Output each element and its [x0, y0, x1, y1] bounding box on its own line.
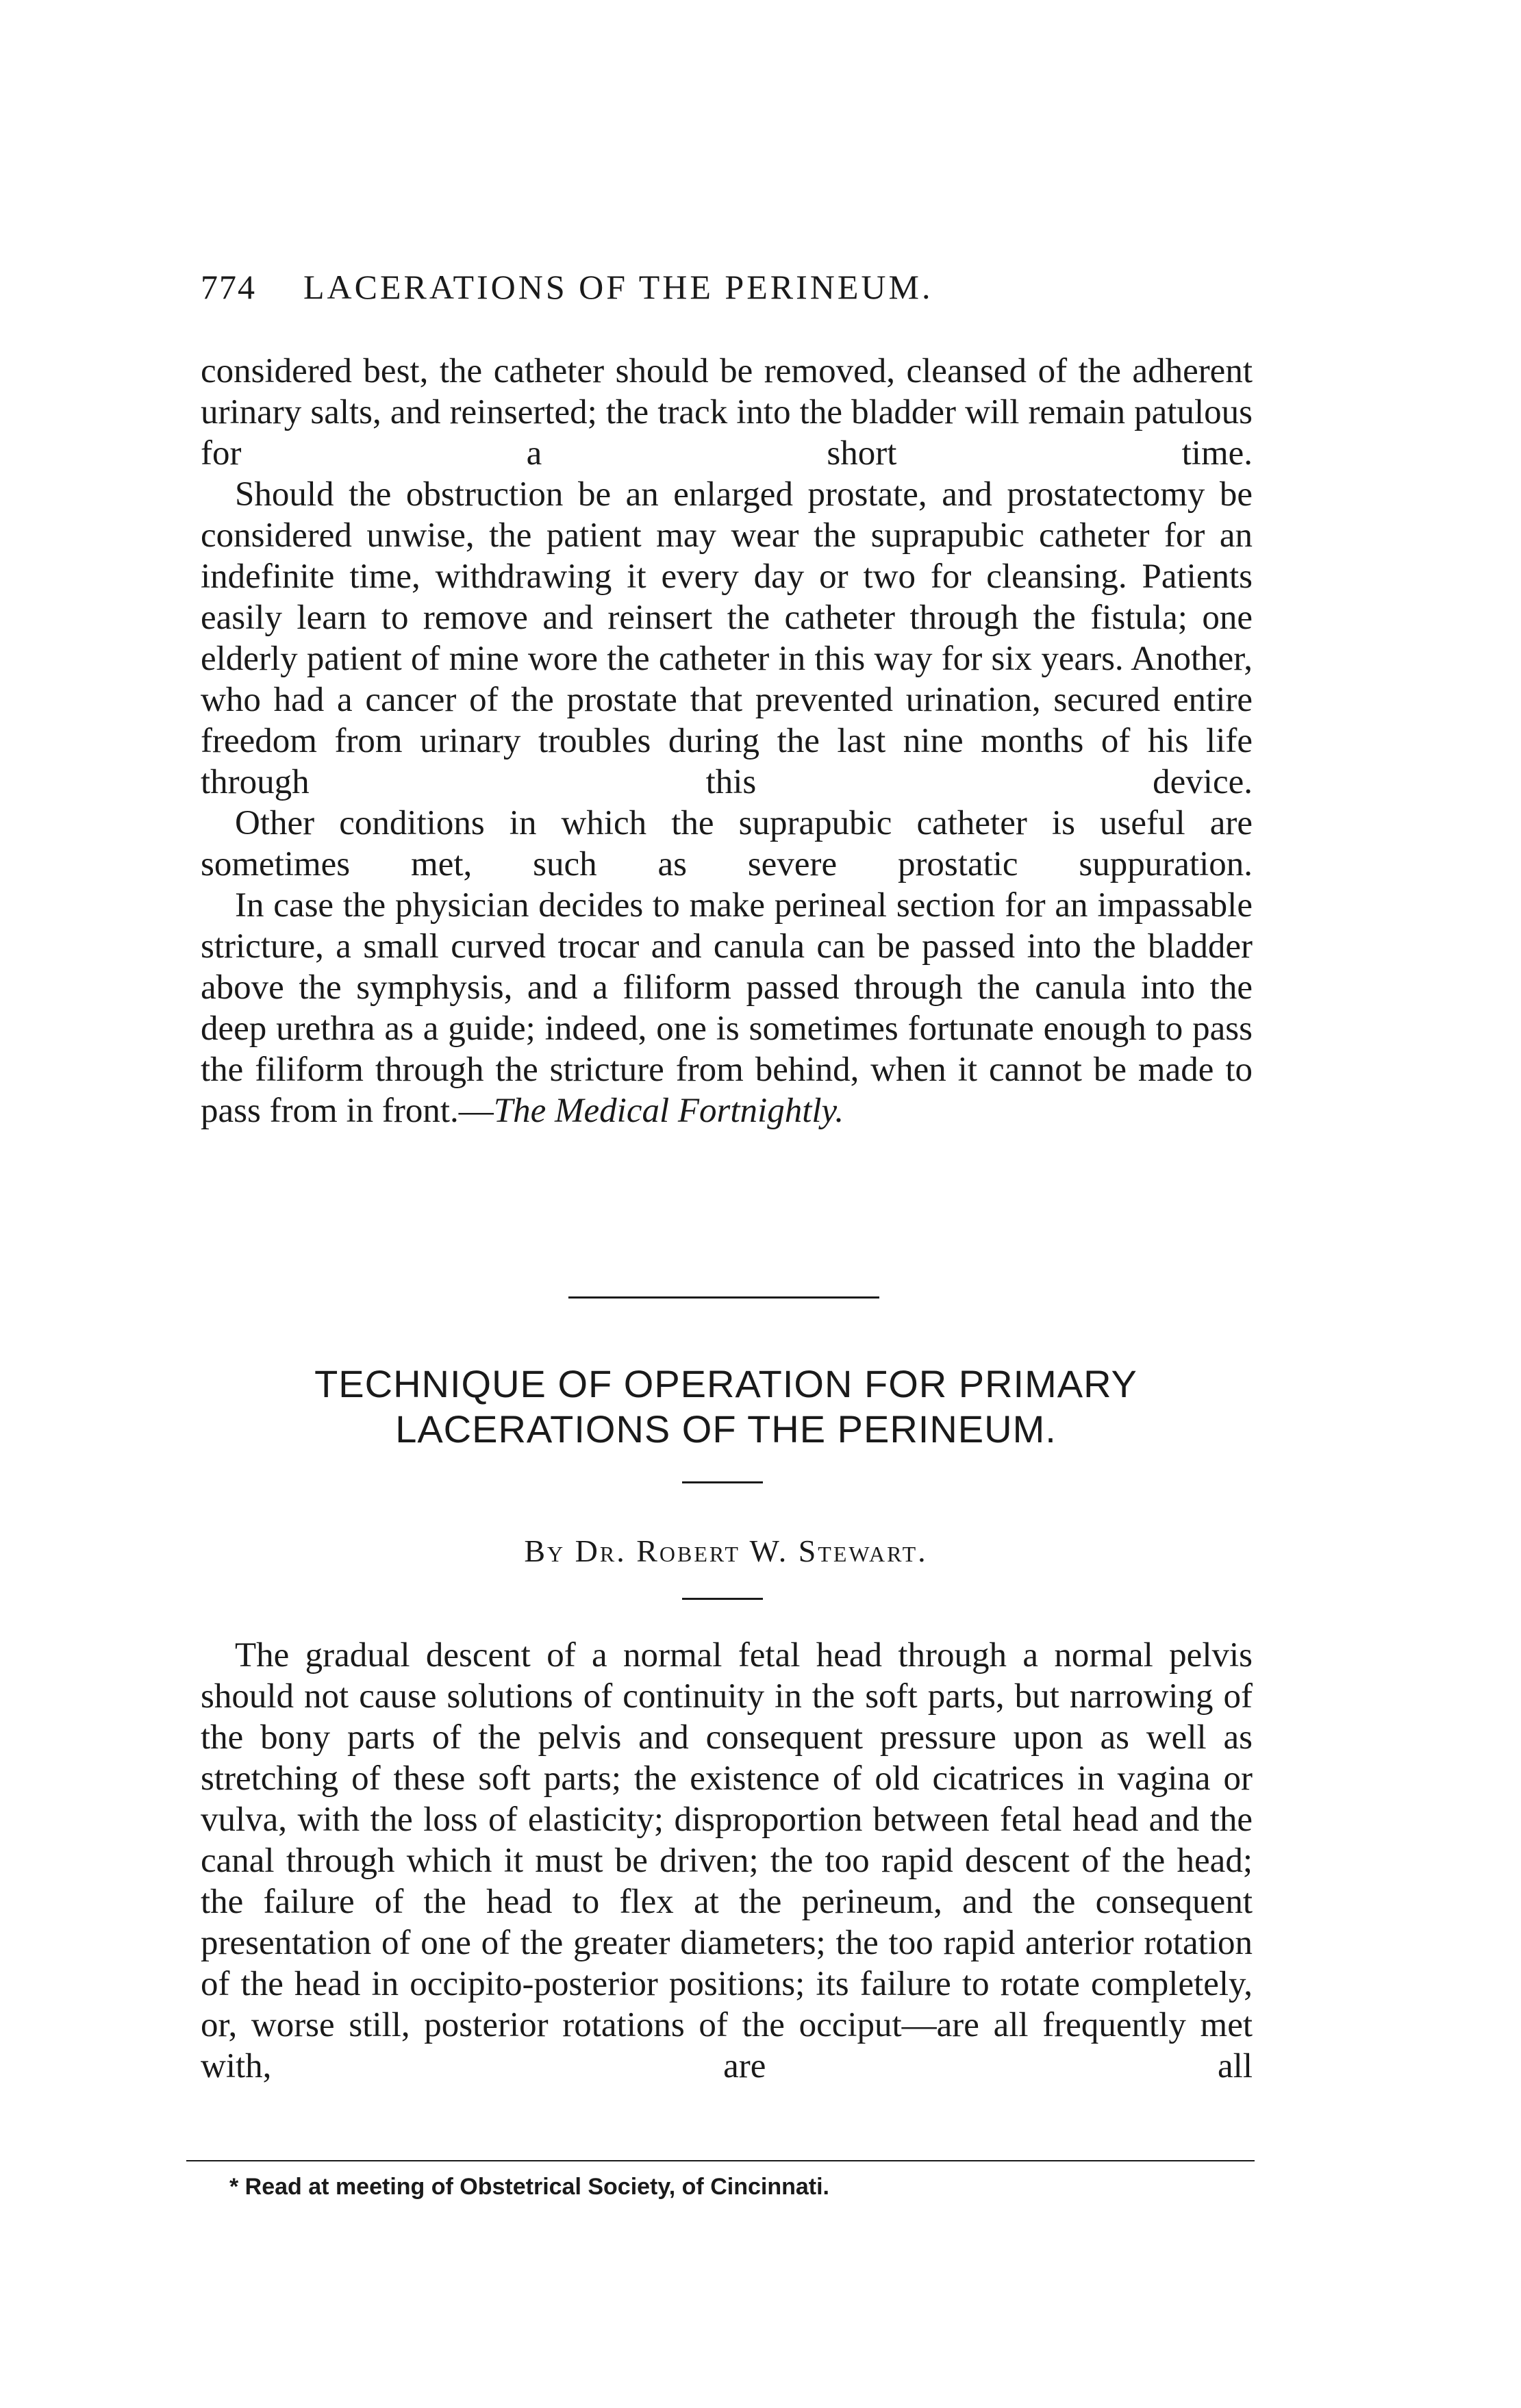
paragraph-with-source — [201, 885, 1253, 1131]
footnote-divider — [186, 2160, 1255, 2161]
author-byline: By Dr. Robert W. Stewart. — [524, 1533, 928, 1568]
article-title — [178, 1362, 1274, 1452]
article-title-line: TECHNIQUE OF OPERATION FOR PRIMARY — [314, 1362, 1137, 1405]
paragraph-text: In case the physician decides to make perineal section for an impassable stricture, a small curved trocar and canula can be passed into the bladder above the symphysis, and a filiform passed through the canula into the deep urethra as a guide; indeed, one is sometimes fortunate enough to pass the filiform through the stricture from behind, when it cannot be made to pass from in front.— — [201, 886, 1253, 1130]
section-divider — [568, 1296, 879, 1299]
source-citation: The Medical Fortnightly. — [493, 1092, 844, 1130]
paragraph: The gradual descent of a normal fetal head through a normal pelvis should not cause solutions of continuity in the soft parts, but narrowing of the bony parts of the pelvis and consequent pressure upon as well as stretching of these soft parts; the existence of old cicatrices in vagina or vulva, with the loss of elasticity; disproportion between fetal head and the canal through which it must be driven; the too rapid descent of the head; the failure of the head to flex at the perineum, and the consequent presentation of one of the greater diameters; the too rapid anterior rotation of the head in occipito-posterior positions; its failure to rotate completely, or, worse still, posterior rotations of the occiput—are all frequently met with, are all — [201, 1636, 1253, 2085]
paragraph: Other conditions in which the suprapubic catheter is useful are sometimes met, such as severe prostatic suppuration. — [201, 804, 1253, 883]
title-divider — [682, 1481, 763, 1483]
article-title-line: LACERATIONS OF THE PERINEUM. — [395, 1407, 1057, 1451]
paragraph: considered best, the catheter should be removed, cleansed of the adherent urinary salts, and reinserted; the track into the bladder will remain patulous for a short time. — [201, 352, 1253, 473]
running-head — [201, 267, 1255, 322]
paragraph: Should the obstruction be an enlarged prostate, and prostatectomy be considered unwise, the patient may wear the suprapubic catheter for an indefinite time, withdrawing it every day or two for cleansing. Patients easily learn to remove and reinsert the catheter through the fistula; one elderly patient of mine wore the catheter in this way for six years. Another, who had a cancer of the prostate that prevented urination, secured entire freedom from urinary troubles during the last nine months of his life through this device. — [201, 475, 1253, 801]
running-title: LACERATIONS OF THE PERINEUM. — [303, 268, 933, 306]
continued-article-text — [201, 351, 1253, 1131]
byline-divider — [682, 1598, 763, 1600]
page-number: 774 — [201, 268, 256, 306]
article-body — [201, 1635, 1253, 2087]
footnote: * Read at meeting of Obstetrical Society, of Cincinnati. — [229, 2174, 829, 2200]
